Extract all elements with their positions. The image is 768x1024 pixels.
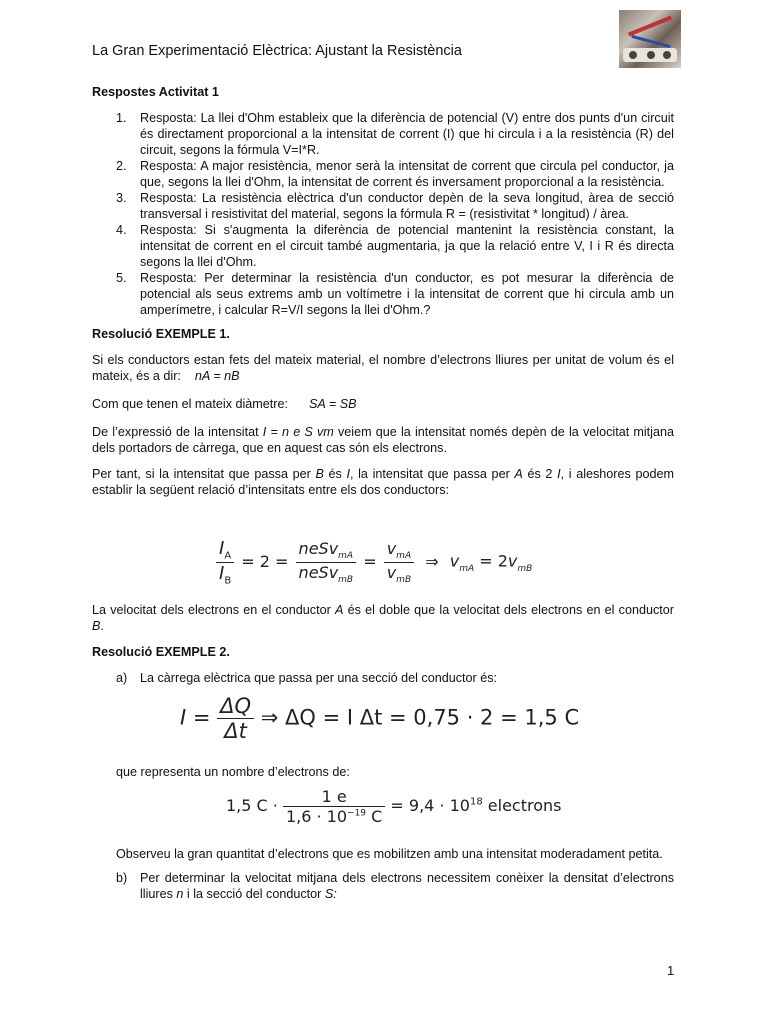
charge-equation: I = $\frac{\Delta Q}{\Delta t}$ ⇒ ΔQ = I Δt = 0,75 · 2 = 1,5 C [180,694,580,743]
example1-conclusion: La velocitat dels electrons en el conductor A és el doble que la velocitat dels electrons en el conductor B. [92,603,674,633]
example1-paragraph-1: Si els conductors estan fets del mateix material, el nombre d’electrons lliures per unitat de volum és el mateix, és a dir: nA = nB [92,353,674,383]
electron-count-equation: 1,5 C · $\frac{1 e}{1,6 \cdot 10^{-19} C}$ = $9,4 \cdot 10^{18}$ electrons [226,787,562,826]
example2-heading: Resolució EXEMPLE 2. [92,645,230,659]
page-number: 1 [667,963,675,978]
example1-paragraph-3: De l’expressió de la intensitat I = n e S vm veiem que la intensitat només depèn de la velocitat mitjana dels portadors de càrrega, que en aquest cas són els electrons. [92,425,674,455]
document-body-electrons [92,764,674,780]
example1-paragraph-4: Per tant, si la intensitat que passa per B és I, la intensitat que passa per A és 2 I, i aleshores podem establir la següent relació d’intensitats entre els dos conductors: [92,467,674,497]
example2-part-b: b) Per determinar la velocitat mitjana dels electrons necessitem conèixer la densitat d’electrons lliures n i la secció del conductor S: [116,871,674,901]
answers-heading: Respostes Activitat 1 [92,85,219,99]
document-body-continued [92,602,674,686]
intensity-ratio-equation: $\frac{I_A}{I_B}$ = 2 = $\frac{neSv_{mA}}{neSv_{mB}}$ = $\frac{v_{mA}}{v_{mB}}$ ⇒ $v_{mA} = 2v_{mB}$ [216,538,532,586]
answers-list [92,110,674,318]
answer-item: 2. Resposta: A major resistència, menor serà la intensitat de corrent que circula pel conductor, ja que, segons la llei d'Ohm, la intensitat de corrent és inversament proporcional a la resistència. [116,159,674,189]
answer-item: 3. Resposta: La resistència elèctrica d'un conductor depèn de la seva longitud, àrea de secció transversal i resistivitat del material, segons la fórmula R = (resistivitat * longitud) / àrea. [116,191,674,221]
example1-paragraph-2: Com que tenen el mateix diàmetre: SA = SB [92,397,357,411]
example2-electrons-intro: que representa un nombre d’electrons de: [116,765,350,779]
answer-item: 1. Resposta: La llei d'Ohm estableix que la diferència de potencial (V) entre dos punts d'un circuit és directament proporcional a la intensitat de corrent (I) que hi circula i a la resistència (R) del circuit, segons la fórmula V=I*R. [116,111,674,157]
document-header-title: La Gran Experimentació Elèctrica: Ajustant la Resistència [92,43,462,59]
example2-observation: Observeu la gran quantitat d’electrons que es mobilitzen amb una intensitat moderadament petita. [116,847,663,861]
answer-item: 5. Resposta: Per determinar la resistència d'un conductor, es pot mesurar la diferència de potencial als seus extrems amb un voltímetre i la intensitat de corrent que hi circula amb un amperímetre, i calcular R=V/I segons la llei d'Ohm.? [116,271,674,317]
document-body-end [92,846,674,902]
header-circuit-photo [619,10,681,68]
example2-part-a: a) La càrrega elèctrica que passa per una secció del conductor és: [116,671,498,685]
document-body [92,84,674,498]
example1-heading: Resolució EXEMPLE 1. [92,327,230,341]
answer-item: 4. Resposta: Si s'augmenta la diferència de potencial mantenint la resistència constant, la intensitat de corrent en el circuit també augmentaria, ja que la relació entre V, I i R és directa segons la llei d'Ohm. [116,223,674,269]
